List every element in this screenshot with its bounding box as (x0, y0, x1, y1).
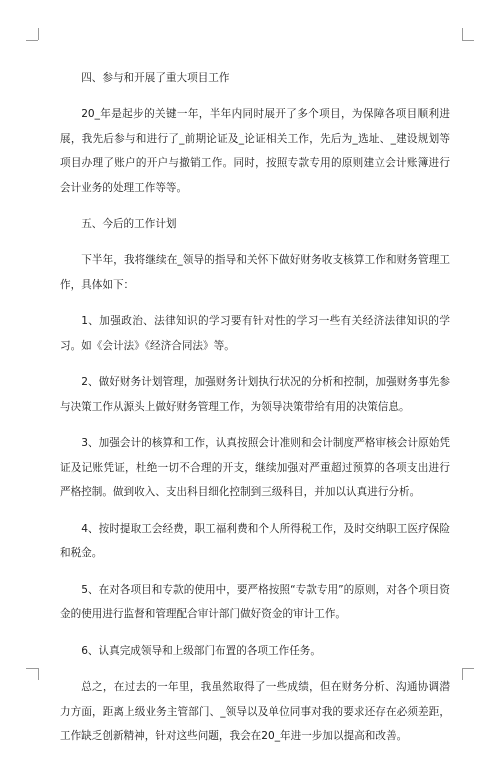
crop-mark-bottom-left-h (26, 668, 38, 669)
paragraph: 1、加强政治、法律知识的学习要有针对性的学习一些有关经济法律知识的学习。如《会计法》《经济合同法》等。 (60, 315, 450, 352)
paragraph: 3、加强会计的核算和工作，认真按照会计准则和会计制度严格审核会计原始凭证及记账凭证，杜绝一切不合理的开支，继续加强对严重超过预算的各项支出进行严格控制。做到收入、支出科目细化控制到三级科目，并加以认真进行分析。 (60, 437, 450, 498)
crop-mark-top-left-v (38, 28, 39, 40)
paragraph: 下半年，我将继续在_领导的指导和关怀下做好财务收支核算工作和财务管理工作，具体如下： (60, 254, 450, 291)
crop-mark-top-right-v (462, 28, 463, 40)
crop-mark-bottom-right-h (462, 668, 474, 669)
paragraph: 5、在对各项目和专款的使用中，要严格按照“专款专用”的原则，对各个项目资金的使用进行监督和管理配合审计部门做好资金的审计工作。 (60, 583, 450, 620)
crop-mark-bottom-left-v (38, 668, 39, 680)
crop-mark-top-left-h (26, 40, 38, 41)
paragraph: 总之，在过去的一年里，我虽然取得了一些成绩，但在财务分析、沟通协调潜力方面，距离上级业务主管部门、_领导以及单位同事对我的要求还存在必须差距，工作缺乏创新精神，针对这些问题，我会在20_年进一步加以提高和改善。 (60, 681, 450, 742)
section-heading: 五、今后的工作计划 (81, 218, 177, 230)
paragraph: 2、做好财务计划管理，加强财务计划执行状况的分析和控制，加强财务事先参与决策工作从源头上做好财务管理工作，为领导决策带给有用的决策信息。 (60, 376, 450, 413)
section-heading: 四、参与和开展了重大项目工作 (81, 72, 230, 84)
crop-mark-top-right-h (462, 40, 474, 41)
crop-mark-bottom-right-v (462, 668, 463, 680)
paragraph: 4、按时提取工会经费，职工福利费和个人所得税工作，及时交纳职工医疗保险和税金。 (60, 522, 450, 559)
paragraph: 20_年是起步的关键一年，半年内同时展开了多个项目，为保障各项目顺利进展，我先后参与和进行了_前期论证及_论证相关工作，先后为_选址、_建设规划等项目办理了账户的开户与撤销工作。同时，按照专款专用的原则建立会计账簿进行会计业务的处理工作等等。 (60, 108, 450, 194)
document-body (60, 66, 450, 761)
paragraph: 6、认真完成领导和上级部门布置的各项工作任务。 (81, 644, 321, 657)
